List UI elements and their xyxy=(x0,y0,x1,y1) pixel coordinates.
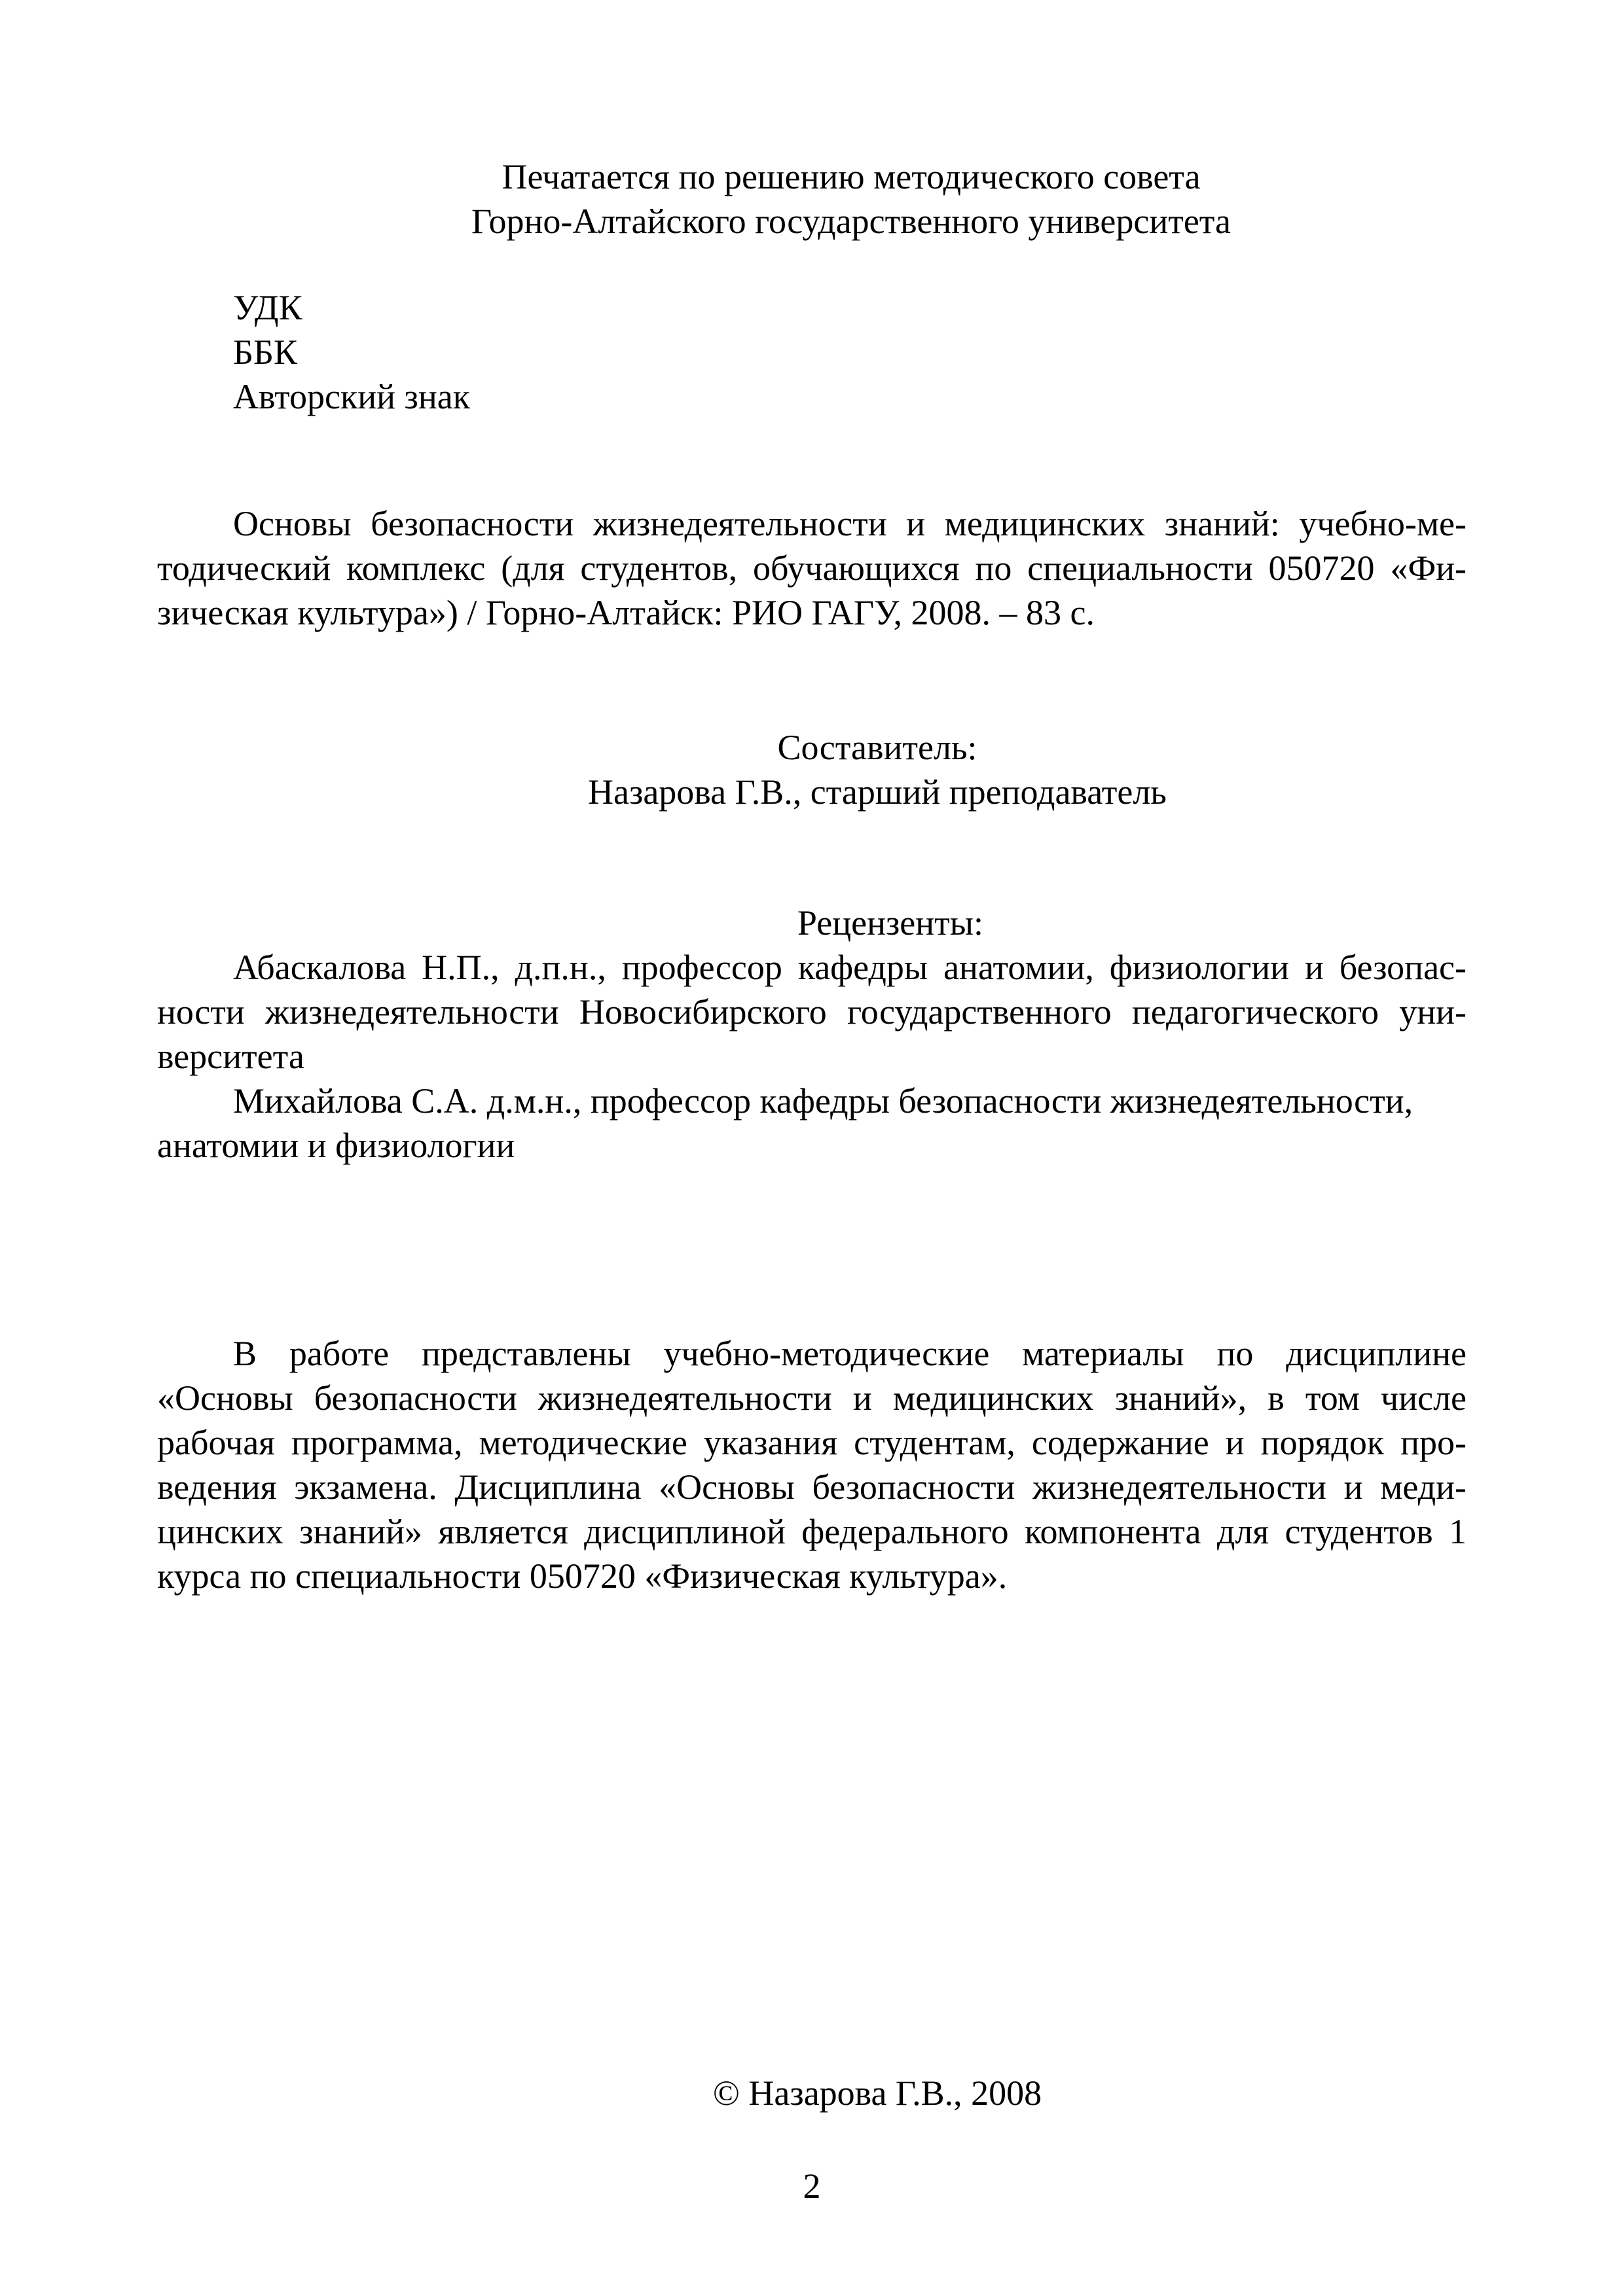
bib-line-3: зическая культура») / Горно-Алтайск: РИО ГАГУ, 2008. – 83 с. xyxy=(157,593,1095,632)
compiler-heading: Составитель: xyxy=(777,728,977,767)
reviewers-heading: Рецензенты: xyxy=(797,903,984,942)
copyright-notice: © Назарова Г.В., 2008 xyxy=(712,2073,1042,2113)
annotation-line-5: цинских знаний» является дисциплиной федерального компонента для студентов 1 xyxy=(157,1512,1467,1551)
reviewer-1-line-2: ности жизнедеятельности Новосибирского государственного педагогического уни- xyxy=(157,992,1467,1031)
bibliographic-description xyxy=(157,501,1467,635)
bib-line-1: Основы безопасности жизнедеятельности и медицинских знаний: учебно-ме- xyxy=(233,504,1467,543)
reviewers-section xyxy=(157,901,1467,1168)
annotation-paragraph xyxy=(157,1331,1467,1598)
bbk-label: ББК xyxy=(233,332,298,372)
compiler-section xyxy=(327,725,1427,814)
reviewer-2-line-1: Михайлова С.А. д.м.н., профессор кафедры безопасности жизнедеятельности, xyxy=(233,1081,1413,1121)
classification-codes xyxy=(233,285,1019,419)
approval-note xyxy=(393,154,1309,243)
author-mark-label: Авторский знак xyxy=(233,377,470,416)
annotation-line-3: рабочая программа, методические указания студентам, содержание и порядок про- xyxy=(157,1423,1467,1462)
approval-line-2: Горно-Алтайского государственного университета xyxy=(471,202,1231,241)
reviewer-1-line-3: верситета xyxy=(157,1037,304,1076)
annotation-line-4: ведения экзамена. Дисциплина «Основы безопасности жизнедеятельности и меди- xyxy=(157,1467,1467,1507)
annotation-line-6: курса по специальности 050720 «Физическая культура». xyxy=(157,1556,1008,1596)
reviewer-2-line-2: анатомии и физиологии xyxy=(157,1126,515,1165)
annotation-line-2: «Основы безопасности жизнедеятельности и медицинских знаний», в том числе xyxy=(157,1378,1467,1418)
approval-line-1: Печатается по решению методического совета xyxy=(501,157,1201,196)
udk-label: УДК xyxy=(233,288,302,327)
page-number: 2 xyxy=(803,2166,821,2206)
compiler-name: Назарова Г.В., старший преподаватель xyxy=(588,772,1167,812)
annotation-line-1: В работе представлены учебно-методические материалы по дисциплине xyxy=(233,1334,1467,1373)
bib-line-2: тодический комплекс (для студентов, обучающихся по специальности 050720 «Фи- xyxy=(157,548,1467,588)
reviewer-1-line-1: Абаскалова Н.П., д.п.н., профессор кафедры анатомии, физиологии и безопас- xyxy=(233,948,1467,987)
